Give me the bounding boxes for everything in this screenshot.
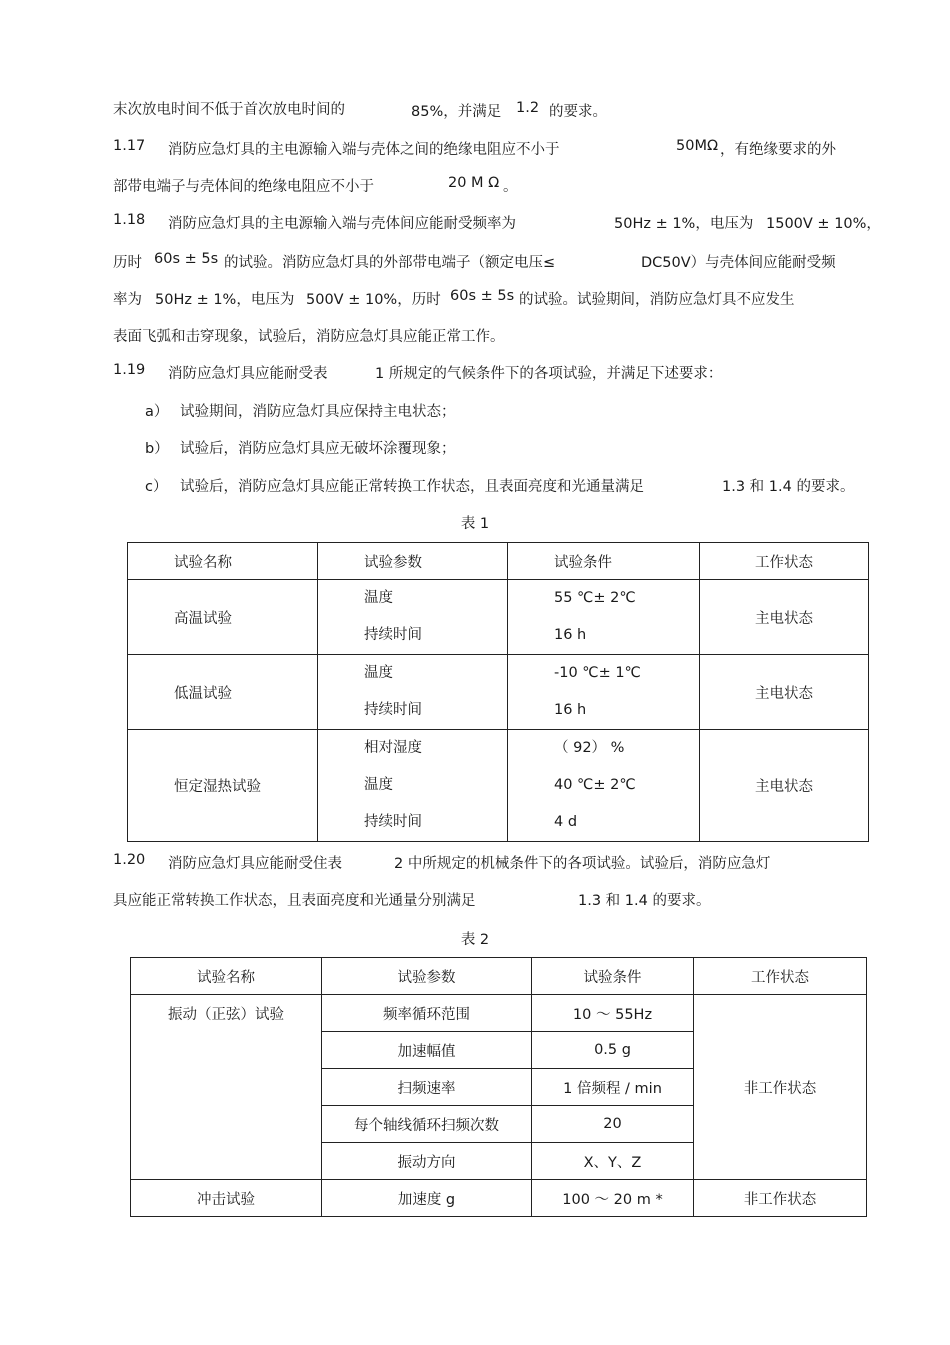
test-name-cell: 高温试验	[128, 580, 318, 655]
params-cell	[318, 655, 508, 730]
text: ，有绝缘要求的外	[720, 142, 836, 158]
text: 消防应急灯具的主电源输入端与壳体之间的绝缘电阻应不小于	[168, 142, 560, 158]
text: 历时	[113, 255, 142, 271]
text: 60s ± 5s	[450, 288, 515, 304]
table-header-row	[131, 958, 867, 995]
text: 500V ± 10%，历时	[306, 292, 441, 308]
header-cell: 试验名称	[128, 543, 318, 580]
table-row	[128, 580, 869, 655]
list-item: 试验后，消防应急灯具应能正常转换工作状态，且表面亮度和光通量满足	[180, 479, 644, 495]
cond-cell: 100 ～ 20 m *	[532, 1180, 694, 1217]
list-item-label: a）	[145, 404, 169, 420]
text: 消防应急灯具的主电源输入端与壳体间应能耐受频率为	[168, 216, 516, 232]
mechanical-test-table	[130, 957, 867, 1217]
param: 温度	[364, 665, 393, 681]
cond-cell: 1 倍频程 / min	[532, 1069, 694, 1106]
text: 末次放电时间不低于首次放电时间的	[113, 102, 345, 118]
conds-cell	[508, 580, 700, 655]
clause-number: 1.19	[113, 362, 146, 378]
param: 相对湿度	[364, 740, 422, 756]
param-cell: 加速度 g	[322, 1180, 532, 1217]
text: 消防应急灯具应能耐受住表	[168, 856, 342, 872]
param-cell: 频率循环范围	[322, 995, 532, 1032]
clause-number: 1.18	[113, 212, 146, 228]
text: 1.3 和 1.4 的要求。	[578, 893, 711, 909]
text: 1.3 和 1.4 的要求。	[722, 479, 855, 495]
cond: 16 h	[554, 702, 587, 718]
climate-test-table	[127, 542, 869, 842]
text: 1.2	[516, 100, 540, 116]
table-caption: 表 2	[460, 932, 490, 948]
text: 率为	[113, 292, 142, 308]
text: 的试验。消防应急灯具的外部带电端子（额定电压≤	[224, 255, 556, 271]
header-cell: 试验参数	[322, 958, 532, 995]
text: 50MΩ	[676, 138, 719, 154]
text: 50Hz ± 1%，电压为	[155, 292, 295, 308]
test-name-cell: 恒定湿热试验	[128, 730, 318, 842]
param: 温度	[364, 590, 393, 606]
params-cell	[318, 730, 508, 842]
text: 85%，并满足	[411, 104, 502, 120]
text: 表面飞弧和击穿现象，试验后，消防应急灯具应能正常工作。	[113, 329, 505, 345]
cond-cell: 10 ～ 55Hz	[532, 995, 694, 1032]
para-continuation	[113, 100, 345, 120]
state-cell: 主电状态	[700, 655, 869, 730]
text: 2 中所规定的机械条件下的各项试验。试验后，消防应急灯	[394, 856, 771, 872]
table-row	[131, 995, 867, 1032]
param-cell: 扫频速率	[322, 1069, 532, 1106]
header-cell: 试验条件	[532, 958, 694, 995]
cond: 4 d	[554, 814, 578, 830]
test-name-cell: 振动（正弦）试验	[131, 995, 322, 1180]
header-cell: 试验参数	[318, 543, 508, 580]
state-cell: 非工作状态	[694, 1180, 867, 1217]
table-caption: 表 1	[460, 516, 490, 532]
state-cell: 主电状态	[700, 580, 869, 655]
header-cell: 试验条件	[508, 543, 700, 580]
text: 的要求。	[549, 104, 607, 120]
params-cell	[318, 580, 508, 655]
clause-number: 1.20	[113, 852, 146, 868]
param: 持续时间	[364, 814, 422, 830]
param-cell: 振动方向	[322, 1143, 532, 1180]
cond: -10 ℃± 1℃	[554, 665, 641, 681]
table-header-row	[128, 543, 869, 580]
header-cell: 工作状态	[694, 958, 867, 995]
list-item-label: b）	[145, 441, 169, 457]
param: 持续时间	[364, 627, 422, 643]
cond-cell: X、Y、Z	[532, 1143, 694, 1180]
test-name-cell: 低温试验	[128, 655, 318, 730]
text: 20 M Ω	[448, 175, 500, 191]
text: 1 所规定的气候条件下的各项试验，并满足下述要求：	[375, 366, 723, 382]
cond-cell: 20	[532, 1106, 694, 1143]
header-cell: 工作状态	[700, 543, 869, 580]
table-row	[128, 730, 869, 842]
cond: 40 ℃± 2℃	[554, 777, 636, 793]
text: DC50V）与壳体间应能耐受频	[641, 255, 836, 271]
cond-cell: 0.5 g	[532, 1032, 694, 1069]
param-cell: 加速幅值	[322, 1032, 532, 1069]
state-cell: 主电状态	[700, 730, 869, 842]
cond: （ 92） %	[554, 740, 625, 756]
list-item-label: c）	[145, 479, 168, 495]
cond: 16 h	[554, 627, 587, 643]
text: 50Hz ± 1%，电压为	[614, 216, 754, 232]
conds-cell	[508, 655, 700, 730]
cond: 55 ℃± 2℃	[554, 590, 636, 606]
text: 的试验。试验期间，消防应急灯具不应发生	[519, 292, 795, 308]
list-item: 试验期间，消防应急灯具应保持主电状态；	[180, 404, 456, 420]
text: 60s ± 5s	[154, 251, 219, 267]
param: 持续时间	[364, 702, 422, 718]
clause-number: 1.17	[113, 138, 146, 154]
header-cell: 试验名称	[131, 958, 322, 995]
text: 具应能正常转换工作状态，且表面亮度和光通量分别满足	[113, 893, 476, 909]
table-row	[128, 655, 869, 730]
text: 1500V ± 10%，	[766, 216, 881, 232]
list-item: 试验后，消防应急灯具应无破坏涂覆现象；	[180, 441, 456, 457]
text: 消防应急灯具应能耐受表	[168, 366, 328, 382]
param: 温度	[364, 777, 393, 793]
param-cell: 每个轴线循环扫频次数	[322, 1106, 532, 1143]
text: 部带电端子与壳体间的绝缘电阻应不小于	[113, 179, 374, 195]
text: 。	[503, 179, 518, 195]
test-name-cell: 冲击试验	[131, 1180, 322, 1217]
table-row	[131, 1180, 867, 1217]
state-cell: 非工作状态	[694, 995, 867, 1180]
conds-cell	[508, 730, 700, 842]
